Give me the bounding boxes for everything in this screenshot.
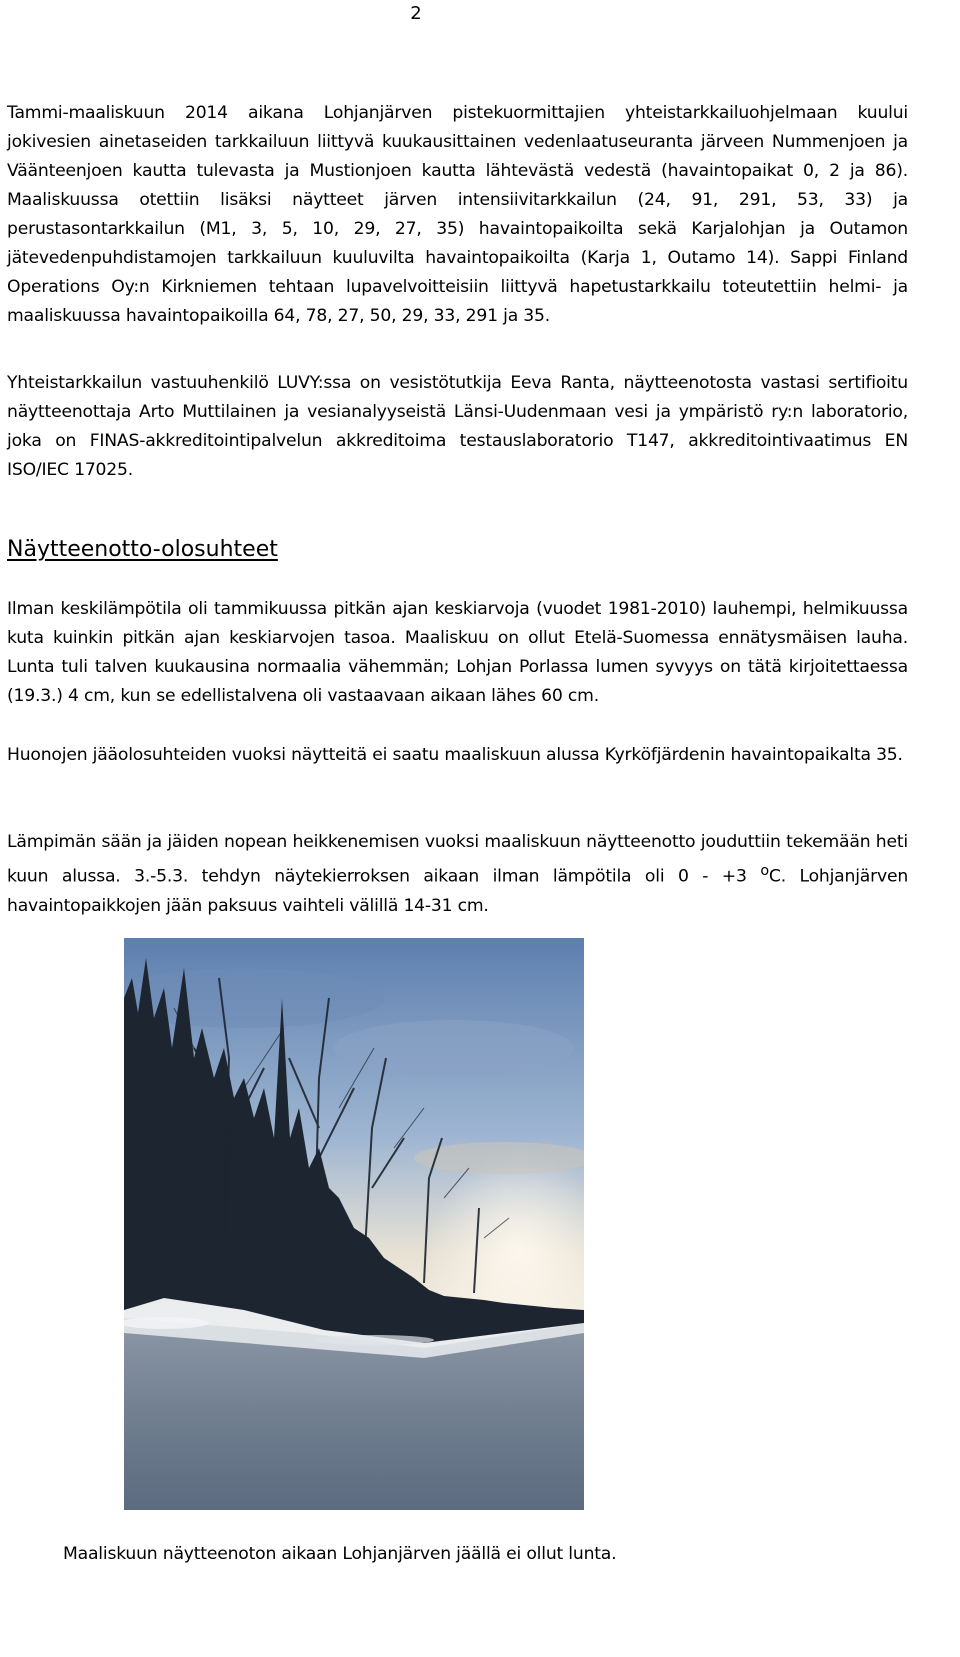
lake-ice-photo (124, 938, 584, 1510)
ice-conditions-paragraph: Huonojen jääolosuhteiden vuoksi näytteitä ei saatu maaliskuun alussa Kyrköfjärdenin havaintopaikalta 35. (7, 745, 903, 765)
intro-paragraph: Tammi-maaliskuun 2014 aikana Lohjanjärven pistekuormittajien yhteistarkkailuohjelmaan kuului jokivesien ainetaseiden tarkkailuun liittyvä kuukausittainen vedenlaatuseuranta järveen Nummenjoen ja Väänteenjoen kautta tulevasta ja Mustionjoen kautta lähtevästä vedestä (havaintopaikat 0, 2 ja 86). Maaliskuussa otettiin lisäksi näytteet järven intensiivitarkkailun (24, 91, 291, 53, 33) ja perustasontarkkailun (M1, 3, 5, 10, 29, 27, 35) havaintopaikoilta sekä Karjalohjan ja Outamon jätevedenpuhdistamojen tarkkailuun kuuluvilta havaintopaikoilta (Karja 1, Outamo 14). Sappi Finland Operations Oy:n Kirkniemen tehtaan lupavelvoitteisiin liittyvä hapetustarkkailu toteutettiin helmi- ja maaliskuussa havaintopaikoilla 64, 78, 27, 50, 29, 33, 291 ja 35. (7, 103, 908, 326)
page-number: 2 (410, 3, 422, 24)
weather-paragraph: Ilman keskilämpötila oli tammikuussa pitkän ajan keskiarvoja (vuodet 1981-2010) lauhempi, helmikuussa kuta kuinkin pitkän ajan keskiarvojen tasoa. Maaliskuu on ollut Etelä-Suomessa ennätysmäisen lauha. Lunta tuli talven kuukausina normaalia vähemmän; Lohjan Porlassa lumen syvyys on tätä kirjoitettaessa (19.3.) 4 cm, kun se edellistalvena oli vastaavaan aikaan lähes 60 cm. (7, 599, 908, 706)
sampling-text-end: C. Lohjanjärven havaintopaikkojen jään paksuus vaihteli välillä 14-31 cm. (7, 866, 909, 916)
section-heading: Näytteenotto-olosuhteet (7, 537, 278, 562)
sampling-paragraph (7, 828, 908, 921)
responsibility-paragraph: Yhteistarkkailun vastuuhenkilö LUVY:ssa on vesistötutkija Eeva Ranta, näytteenotosta vastasi sertifioitu näytteenottaja Arto Muttilainen ja vesianalyyseistä Länsi-Uudenmaan vesi ja ympäristö ry:n laboratorio, joka on FINAS-akkreditointipalvelun akkreditoima testauslaboratorio T147, akkreditointivaatimus EN ISO/IEC 17025. (7, 373, 908, 480)
figure-caption: Maaliskuun näytteenoton aikaan Lohjanjärven jäällä ei ollut lunta. (63, 1544, 617, 1564)
degree-superscript: o (760, 863, 769, 879)
sampling-text-start: Lämpimän sään ja jäiden nopean heikkenemisen vuoksi maaliskuun näytteenotto jouduttiin tekemään heti kuun alussa. 3.-5.3. tehdyn näytekierroksen aikaan ilman lämpötila oli 0 - +3 (7, 832, 908, 887)
